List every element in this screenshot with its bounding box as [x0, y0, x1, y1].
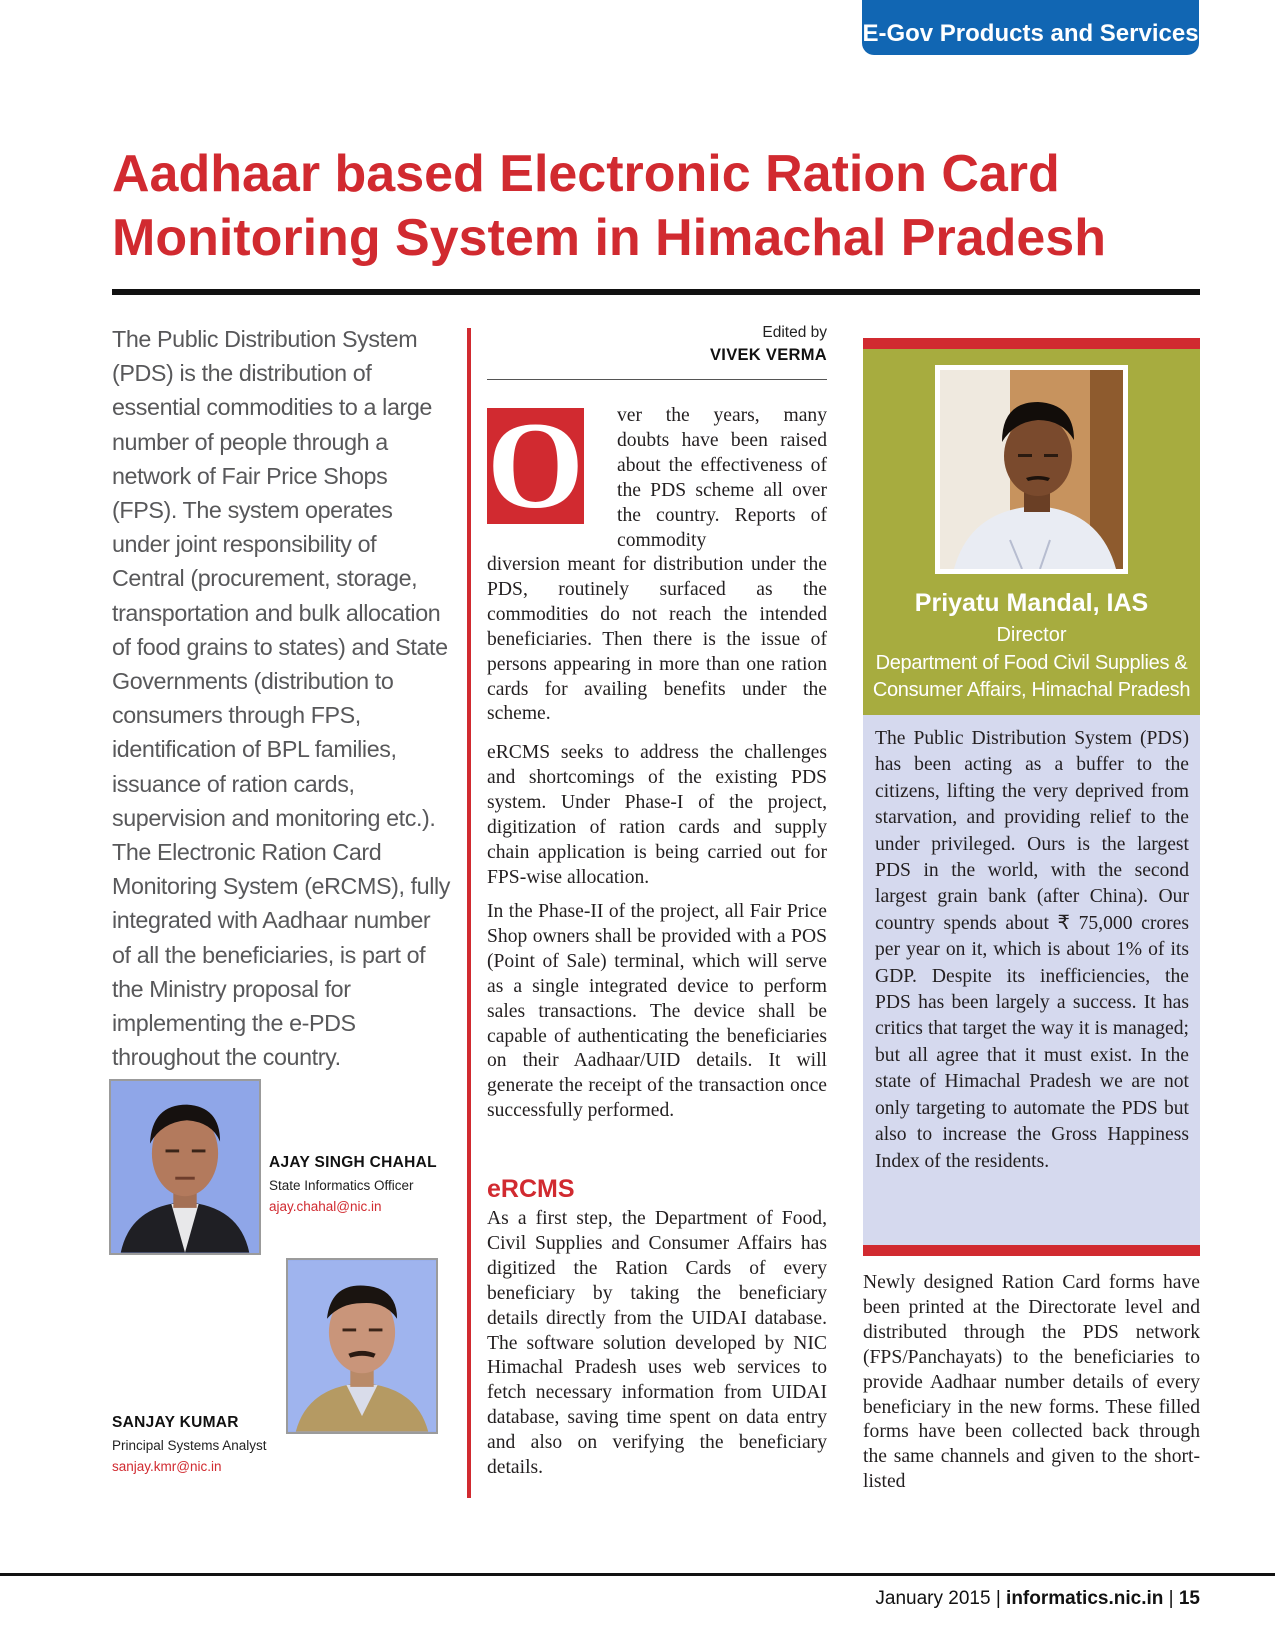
headline-line-2: Monitoring System in Himachal Pradesh	[112, 209, 1106, 267]
author-photo-sanjay	[286, 1258, 438, 1434]
intro-paragraph: The Public Distribution System (PDS) is the distribution of essential commodities to a large number of people through a network of Fair Price Shops (FPS). The system operates under joint responsibility of Central (procurement, storage, transportation and bulk allocation of food grains to states) and State Governments (distribution to consumers through FPS, identification of BPL families, issuance of ration cards, supervision and monitoring etc.). The Electronic Ration Card Monitoring System (eRCMS), fully integrated with Aadhaar number of all the beneficiaries, is part of the Ministry proposal for implementing the e-PDS throughout the country.	[112, 326, 451, 1071]
editor-label: Edited by	[762, 324, 827, 341]
page-number: 15	[1178, 1588, 1200, 1609]
person-portrait-icon	[940, 370, 1123, 569]
author-photo-ajay	[109, 1079, 261, 1255]
sidebar-bottom-bar	[863, 1245, 1200, 1256]
paragraph-4: As a first step, the Department of Food, Civil Supplies and Consumer Affairs has digitized the Ration Cards of every beneficiary by taking the beneficiary details directly from the UIDAI database. The software solution developed by NIC Himachal Pradesh uses web services to fetch necessary information from UIDAI database, saving time spent on data entry and also on verifying the beneficiary details.	[487, 1208, 827, 1479]
sidebar-department	[863, 650, 1200, 704]
author-name: AJAY SINGH CHAHAL	[269, 1154, 437, 1171]
editor-divider	[487, 379, 827, 380]
sidebar-quote: The Public Distribution System (PDS) has been acting as a buffer to the citizens, lifting the very deprived from starvation, and providing relief to the under privileged. Ours is the largest PDS in the world, with the second largest grain bank (after China). Our country spends about ₹ 75,000 crores per year on it, which is about 1% of its GDP. Despite its inefficiencies, the PDS has been largely a success. It has critics that target the way it is managed; but all agree that it must exist. In the state of Himachal Pradesh we are not only targeting to automate the PDS but also to increase the Gross Happiness Index of the residents.	[875, 728, 1189, 1172]
paragraph-5: Newly designed Ration Card forms have been printed at the Directorate level and distributed through the PDS network (FPS/Panchayats) to the beneficiaries to provide Aadhaar number details of every beneficiary in the new forms. These filled forms have been collected back through the same channels and given to the short-listed	[863, 1272, 1200, 1493]
sidebar-photo-frame	[935, 365, 1128, 574]
sidebar-person-name: Priyatu Mandal, IAS	[914, 589, 1149, 617]
editor-name: VIVEK VERMA	[710, 346, 827, 364]
drop-cap: O	[487, 397, 584, 534]
article-headline	[112, 142, 1202, 270]
footer-date: January 2015	[875, 1588, 991, 1609]
person-portrait-icon	[111, 1081, 259, 1253]
sidebar-top-bar	[863, 338, 1200, 349]
author-name: SANJAY KUMAR	[112, 1414, 239, 1431]
author-info-ajay	[269, 1154, 437, 1214]
section-tag: E-Gov Products and Services	[862, 0, 1199, 55]
editor-credit	[487, 324, 827, 365]
title-divider	[112, 289, 1200, 295]
author-role: State Informatics Officer	[269, 1178, 414, 1193]
sidebar-department-line-2: Consumer Affairs, Himachal Pradesh	[872, 679, 1191, 701]
paragraph-3: In the Phase-II of the project, all Fair Price Shop owners shall be provided with a POS (Point of Sale) terminal, which will serve as a single integrated device to perform sales transactions. The device shall be capable of authenticating the beneficiaries on their Aadhaar/UID details. It will generate the receipt of the transaction once successfully performed.	[487, 901, 827, 1122]
sidebar-person-role: Director	[996, 624, 1067, 646]
paragraph-1-continued: diversion meant for distribution under the PDS, routinely surfaced as the commodities do not reach the intended beneficiaries. Then there is the issue of persons appearing in more than one ration cards for availing benefits under the scheme.	[487, 554, 827, 725]
column-divider	[467, 328, 471, 1498]
page-footer: January 2015 | informatics.nic.in | 15	[875, 1588, 1200, 1609]
section-subheading: eRCMS	[487, 1175, 575, 1203]
headline-line-1: Aadhaar based Electronic Ration Card	[112, 145, 1060, 203]
author-email-link[interactable]: ajay.chahal@nic.in	[269, 1199, 382, 1214]
paragraph-1-lead: ver the years, many doubts have been raised about the effectiveness of the PDS scheme all over the country. Reports of commodity	[617, 405, 827, 551]
footer-divider	[0, 1573, 1275, 1576]
author-role: Principal Systems Analyst	[112, 1438, 267, 1453]
author-info-sanjay	[112, 1414, 267, 1474]
sidebar-department-line-1: Department of Food Civil Supplies &	[875, 652, 1188, 674]
person-portrait-icon	[288, 1260, 436, 1432]
paragraph-2: eRCMS seeks to address the challenges and shortcomings of the existing PDS system. Under Phase-I of the project, digitization of ration cards and supply chain application is being carried out for FPS-wise allocation.	[487, 742, 827, 888]
footer-site-link[interactable]: informatics.nic.in	[1006, 1588, 1164, 1609]
author-email-link[interactable]: sanjay.kmr@nic.in	[112, 1459, 222, 1474]
